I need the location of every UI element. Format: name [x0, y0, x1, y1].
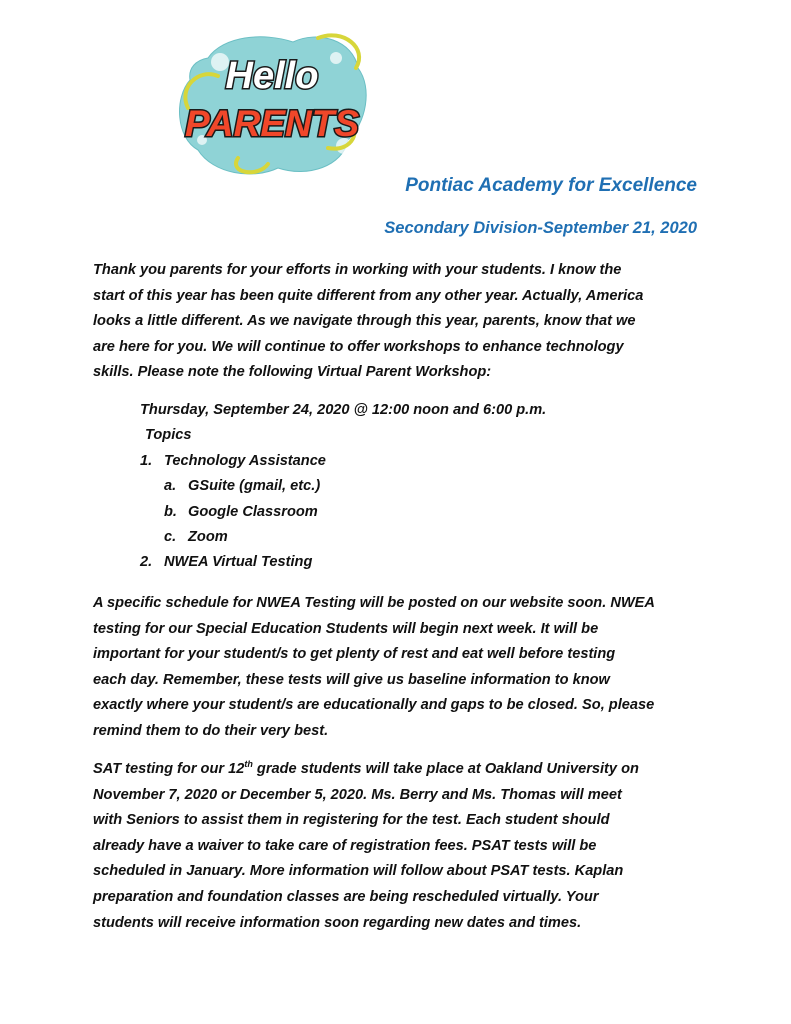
- list-marker: c.: [164, 529, 177, 546]
- sat-line: with Seniors to assist them in registering for the test. Each student should: [93, 812, 610, 829]
- sat-line-end: grade students will take place at Oakland University on: [252, 761, 639, 777]
- intro-line: start of this year has been quite different from any other year. Actually, America: [93, 287, 644, 304]
- intro-line: are here for you. We will continue to offer workshops to enhance technology: [93, 338, 624, 355]
- nwea-paragraph: [93, 591, 703, 745]
- intro-paragraph: [93, 258, 703, 386]
- workshop-date: Thursday, September 24, 2020 @ 12:00 noon and 6:00 p.m.: [140, 402, 547, 418]
- list-item: [140, 449, 546, 474]
- list-item-text: Google Classroom: [188, 503, 318, 520]
- list-item-text: NWEA Virtual Testing: [164, 554, 313, 571]
- list-marker: b.: [164, 503, 177, 520]
- list-marker: a.: [164, 478, 177, 495]
- school-title: Pontiac Academy for Excellence: [405, 175, 697, 196]
- nwea-line: each day. Remember, these tests will give us baseline information to know: [93, 671, 610, 688]
- nwea-line: A specific schedule for NWEA Testing will be posted on our website soon. NWEA: [93, 595, 655, 611]
- sub-list-item: [140, 474, 546, 499]
- sat-line-start: SAT testing for our 12: [93, 761, 245, 777]
- svg-text:PARENTS: PARENTS: [184, 103, 360, 144]
- nwea-line: testing for our Special Education Students will begin next week. It will be: [93, 620, 599, 637]
- list-item-text: Zoom: [188, 529, 228, 546]
- list-item-text: Technology Assistance: [164, 452, 326, 469]
- sat-paragraph: [93, 757, 703, 936]
- topics-label: Topics: [145, 427, 192, 444]
- division-date: Secondary Division-September 21, 2020: [384, 219, 697, 237]
- nwea-line: remind them to do their very best.: [93, 722, 329, 739]
- workshop-details: [140, 398, 546, 576]
- sub-list-item: [140, 525, 546, 550]
- list-marker: 2.: [140, 554, 153, 571]
- sat-line: students will receive information soon regarding new dates and times.: [93, 914, 582, 931]
- sat-line: already have a waiver to take care of registration fees. PSAT tests will be: [93, 837, 597, 854]
- sat-line: scheduled in January. More information will follow about PSAT tests. Kaplan: [93, 863, 624, 880]
- intro-line: looks a little different. As we navigate through this year, parents, know that we: [93, 313, 636, 330]
- intro-line: skills. Please note the following Virtual Parent Workshop:: [93, 364, 492, 381]
- nwea-line: exactly where your student/s are educationally and gaps to be closed. So, please: [93, 697, 655, 714]
- list-item-text: GSuite (gmail, etc.): [188, 478, 321, 495]
- sub-list-item: [140, 500, 546, 525]
- svg-text:Hello: Hello: [225, 55, 319, 97]
- sat-line: November 7, 2020 or December 5, 2020. Ms. Berry and Ms. Thomas will meet: [93, 786, 622, 803]
- hello-parents-logo: [168, 28, 373, 178]
- list-item: [140, 550, 546, 575]
- sat-line: preparation and foundation classes are being rescheduled virtually. Your: [93, 888, 599, 905]
- nwea-line: important for your student/s to get plenty of rest and eat well before testing: [93, 646, 616, 663]
- ordinal-suffix: th: [244, 759, 253, 770]
- intro-line: Thank you parents for your efforts in working with your students. I know the: [93, 262, 622, 278]
- sat-line: [93, 757, 703, 783]
- list-marker: 1.: [140, 452, 153, 469]
